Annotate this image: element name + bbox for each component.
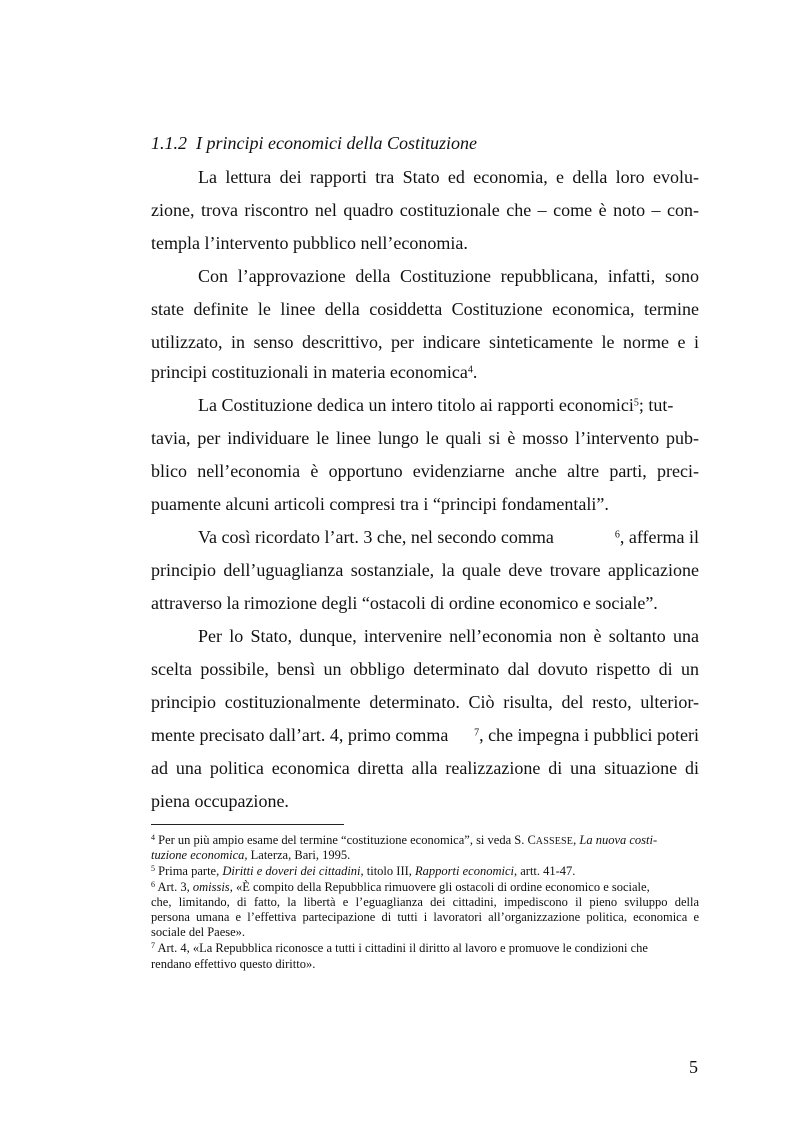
line-text: La Costituzione dedica un intero titolo ai rapporti economici (198, 395, 634, 415)
line-text: , afferma il (619, 527, 699, 547)
paragraph-line: principio dell’uguaglianza sostanziale, la quale deve trovare applicazione (151, 560, 699, 580)
author-name: ASSESE (535, 836, 574, 847)
book-title: tuzione economica (151, 848, 245, 862)
footnote-italic: Diritti e doveri dei cittadini (222, 864, 361, 878)
footnote-ref-7[interactable]: 7 (474, 727, 480, 739)
footnote-6 (151, 880, 699, 895)
footnote-number: 6 (151, 880, 155, 889)
paragraph-line: state definite le linee della cosiddetta Costituzione economica, termine (151, 299, 699, 319)
paragraph-line (198, 526, 699, 548)
paragraph-line: tavia, per individuare le linee lungo le quali si è mosso l’intervento pub- (151, 428, 699, 448)
footnote-divider (151, 824, 344, 825)
paragraph-line: ad una politica economica diretta alla realizzazione di una situazione di (151, 758, 699, 778)
footnote-6-line: sociale del Paese». (151, 925, 246, 939)
paragraph-line: scelta possibile, bensì un obbligo determinato dal dovuto rispetto di un (151, 659, 699, 679)
footnote-italic: omissis (192, 880, 230, 894)
footnote-text: Per un più ampio esame del termine “costituzione economica”, si veda S. C (158, 833, 536, 847)
footnote-text: Art. 3, (157, 880, 193, 894)
paragraph-line: templa l’intervento pubblico nell’economia. (151, 233, 468, 253)
footnote-text: Art. 4, «La Repubblica riconosce a tutti i cittadini il diritto al lavoro e promuove le condizioni che (157, 941, 648, 955)
paragraph-line: puamente alcuni articoli compresi tra i “principi fondamentali”. (151, 494, 609, 514)
paragraph-line: attraverso la rimozione degli “ostacoli di ordine economico e sociale”. (151, 593, 658, 613)
footnote-ref-6[interactable]: 6 (614, 529, 620, 541)
footnote-5 (151, 864, 699, 879)
footnote-6-line: che, limitando, di fatto, la libertà e l’eguaglianza dei cittadini, impediscono il pieno sviluppo della (151, 895, 699, 909)
paragraph-line: Per lo Stato, dunque, intervenire nell’economia non è soltanto una (198, 626, 699, 646)
line-text: Va così ricordato l’art. 3 che, nel secondo comma (198, 527, 554, 547)
section-title: I principi economici della Costituzione (196, 133, 477, 153)
footnote-text: , Laterza, Bari, 1995. (244, 848, 351, 862)
line-text: , che impegna i pubblici poteri (479, 725, 699, 745)
paragraph-line: La lettura dei rapporti tra Stato ed economia, e della loro evolu- (198, 167, 699, 187)
paragraph-line: piena occupazione. (151, 791, 289, 811)
paragraph-line (198, 394, 699, 416)
footnote-italic: Rapporti economici (415, 864, 514, 878)
footnote-number: 5 (151, 864, 155, 873)
footnote-number: 7 (151, 941, 155, 950)
paragraph-line (151, 724, 699, 746)
footnote-text: , (573, 833, 580, 847)
paragraph-line: Con l’approvazione della Costituzione repubblicana, infatti, sono (198, 266, 699, 286)
paragraph-line: principio costituzionalmente determinato. Ciò risulta, del resto, ulterior- (151, 692, 699, 712)
section-heading (151, 132, 477, 154)
line-text: mente precisato dall’art. 4, primo comma (151, 725, 449, 745)
section-number: 1.1.2 (151, 133, 187, 153)
footnote-text: Prima parte, (158, 864, 223, 878)
paragraph-line: utilizzato, in senso descrittivo, per indicare sinteticamente le norme e i (151, 332, 699, 352)
footnote-text: , titolo III, (360, 864, 416, 878)
footnote-7 (151, 941, 699, 956)
footnote-4 (151, 833, 699, 849)
page-number: 5 (689, 1057, 698, 1077)
footnote-6-line: persona umana e l’effettiva partecipazione di tutti i lavoratori all’organizzazione politica, economica e (151, 910, 699, 924)
paragraph-line (151, 361, 699, 383)
footnote-4-cont (151, 848, 699, 863)
footnote-ref-4[interactable]: 4 (467, 364, 473, 376)
paragraph-line: zione, trova riscontro nel quadro costituzionale che – come è noto – con- (151, 200, 699, 220)
footnote-number: 4 (151, 833, 155, 842)
footnote-7-line: rendano effettivo questo diritto». (151, 957, 316, 971)
line-text: . (472, 362, 478, 382)
footnote-ref-5[interactable]: 5 (633, 397, 639, 409)
book-title: La nuova costi- (579, 833, 658, 847)
paragraph-line: blico nell’economia è opportuno evidenziarne anche altre parti, preci- (151, 461, 699, 481)
line-text: ; tut- (638, 395, 674, 415)
footnote-text: , artt. 41-47. (513, 864, 576, 878)
footnote-text: , «È compito della Repubblica rimuovere gli ostacoli di ordine economico e sociale, (229, 880, 650, 894)
line-text: principi costituzionali in materia economica (151, 362, 468, 382)
